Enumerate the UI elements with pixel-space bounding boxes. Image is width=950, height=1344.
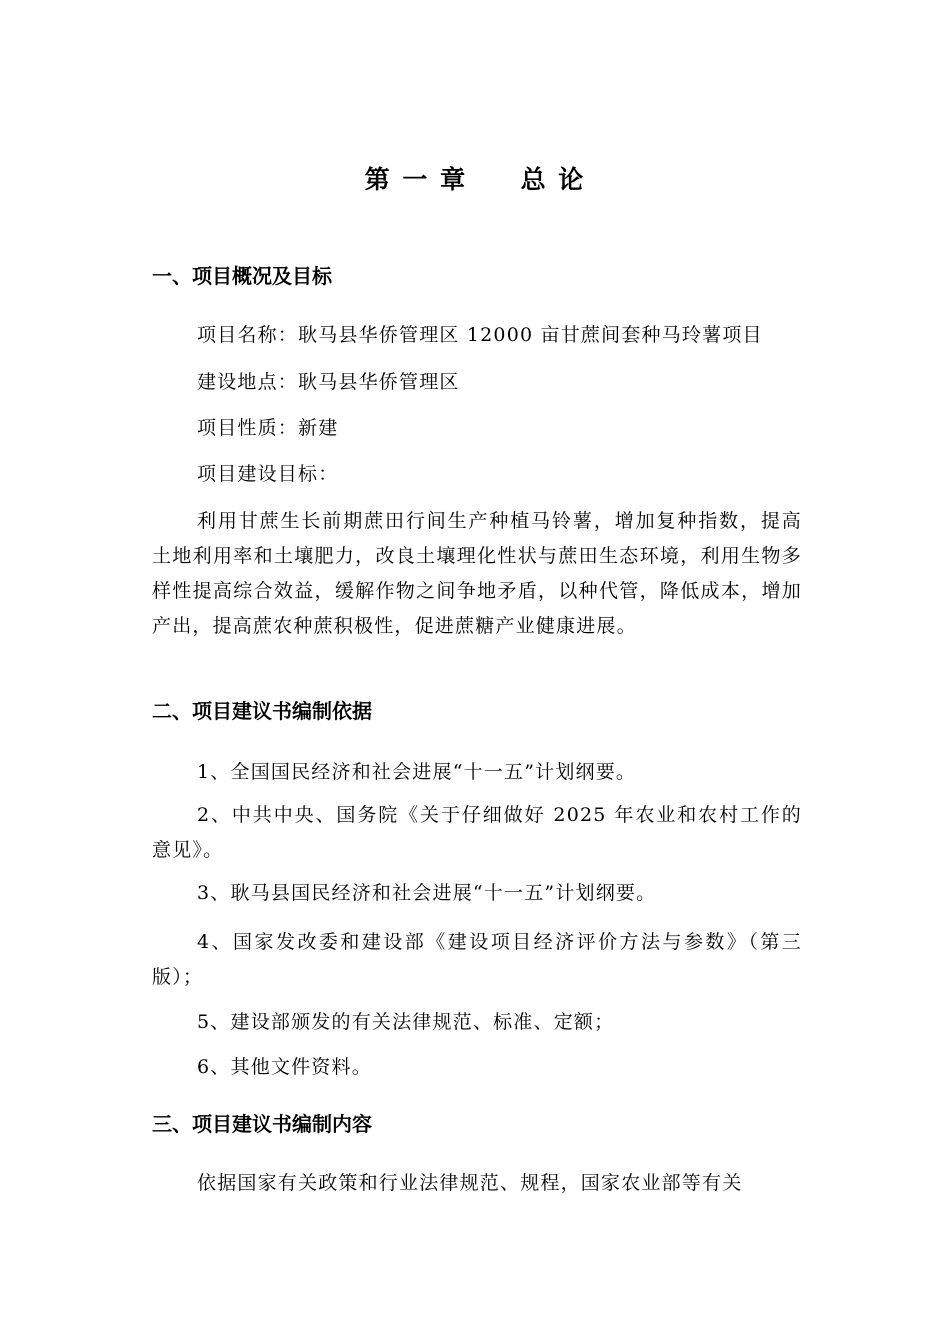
goal-paragraph: 利用甘蔗生长前期蔗田行间生产种植马铃薯，增加复种指数，提高土地利用率和土壤肥力，改良土壤理化性状与蔗田生态环境，利用生物多样性提高综合效益，缓解作物之间争地矛盾，以种代管，降低成本，增加产出，提高蔗农种蔗积极性，促进蔗糖产业健康进展。 (152, 510, 802, 637)
nature-line: 项目性质：新建 (197, 417, 339, 439)
section-2-heading: 二、项目建议书编制依据 (152, 699, 372, 723)
basis-item-2: 2、中共中央、国务院《关于仔细做好 2025 年农业和农村工作的意见》。 (152, 804, 802, 861)
basis-item-3: 3、耿马县国民经济和社会进展“十一五”计划纲要。 (197, 882, 657, 904)
basis-item-1: 1、全国国民经济和社会进展“十一五”计划纲要。 (197, 761, 637, 783)
basis-item-5: 5、建设部颁发的有关法律规范、标准、定额； (197, 1011, 615, 1033)
basis-item-6: 6、其他文件资料。 (197, 1056, 372, 1078)
section-3-text: 依据国家有关政策和行业法律规范、规程，国家农业部等有关 (197, 1172, 743, 1194)
goal-label-line: 项目建设目标： (197, 463, 339, 485)
section-3-heading: 三、项目建议书编制内容 (152, 1112, 372, 1136)
chapter-title: 第 一 章 总 论 (364, 165, 586, 194)
project-name-line: 项目名称：耿马县华侨管理区 12000 亩甘蔗间套种马玲薯项目 (197, 324, 763, 346)
basis-item-4: 4、国家发改委和建设部《建设项目经济评价方法与参数》（第三版）； (152, 931, 802, 988)
section-1-heading: 一、项目概况及目标 (152, 264, 332, 288)
location-line: 建设地点：耿马县华侨管理区 (197, 371, 460, 393)
